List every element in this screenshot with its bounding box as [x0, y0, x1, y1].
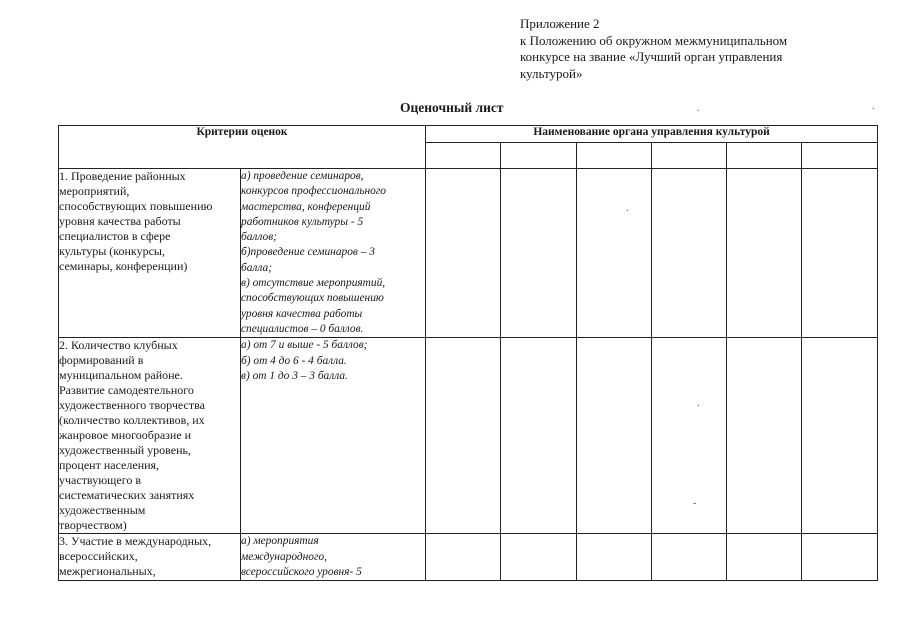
score-cell: [652, 534, 727, 581]
scan-speck: .: [697, 103, 700, 114]
criterion-cell: [59, 338, 241, 534]
scoring-text: способствующих повышению: [241, 292, 384, 305]
criterion-text: муниципальном районе.: [59, 368, 183, 383]
evaluation-table: [58, 125, 878, 581]
scoring-text: в) от 1 до 3 – 3 балла.: [241, 369, 348, 382]
scoring-text: всероссийского уровня- 5: [241, 565, 362, 578]
score-cell: [501, 169, 577, 338]
criterion-cell: [59, 169, 241, 338]
scoring-text: работников культуры - 5: [241, 215, 364, 228]
score-cell: [501, 338, 577, 534]
criterion-text: всероссийских,: [59, 549, 138, 564]
criterion-cell: [59, 534, 241, 581]
score-cell: [802, 534, 878, 581]
score-cell: [727, 169, 802, 338]
appendix-line: культурой»: [520, 65, 583, 81]
appendix-line: к Положению об окружном межмуниципальном: [520, 32, 788, 48]
appendix-line: конкурсе на звание «Лучший орган управления: [520, 49, 783, 64]
criterion-text: художественного творчества: [59, 398, 205, 413]
scoring-cell: [241, 534, 426, 581]
criterion-text: способствующих повышению: [59, 199, 213, 213]
organization-name-cell: [501, 143, 577, 169]
criterion-text: жанровое многообразие и: [59, 428, 192, 443]
scan-speck: -: [693, 498, 697, 509]
score-cell: [652, 169, 727, 338]
organization-name-cell: [652, 143, 727, 169]
organization-name-cell: [577, 143, 652, 169]
score-cell: [577, 534, 652, 581]
scoring-text: а) мероприятия: [241, 535, 319, 548]
scoring-text: а) от 7 и выше - 5 баллов;: [241, 339, 368, 352]
criteria-header: Критерии оценок: [59, 126, 426, 169]
criterion-text: уровня качества работы: [59, 214, 181, 228]
appendix-line: Приложение 2: [520, 16, 600, 31]
criterion-text: 2. Количество клубных: [59, 338, 178, 353]
criterion-text: систематических занятиях: [59, 488, 195, 503]
scoring-cell: [241, 169, 426, 338]
organization-header: Наименование органа управления культурой: [426, 126, 878, 143]
score-cell: [802, 169, 878, 338]
criterion-text: мероприятий,: [59, 184, 130, 198]
appendix-note: [520, 16, 787, 82]
scan-speck: .: [872, 101, 875, 112]
score-cell: [652, 338, 727, 534]
score-cell: [802, 338, 878, 534]
criterion-text: 1. Проведение районных: [59, 169, 186, 183]
organization-name-cell: [727, 143, 802, 169]
criterion-row: [59, 534, 878, 581]
criterion-row: [59, 338, 878, 534]
criterion-text: (количество коллективов, их: [59, 413, 205, 428]
organization-name-cell: [426, 143, 501, 169]
criterion-text: художественный уровень,: [59, 443, 191, 458]
criterion-text: художественным: [59, 503, 146, 518]
scoring-text: в) отсутствие мероприятий,: [241, 277, 386, 290]
criterion-text: участвующего в: [59, 473, 142, 488]
criterion-text: специалистов в сфере: [59, 229, 171, 243]
scan-speck: .: [626, 203, 629, 214]
scoring-text: б)проведение семинаров – 3: [241, 246, 375, 259]
score-cell: [426, 169, 501, 338]
score-cell: [577, 169, 652, 338]
score-cell: [727, 338, 802, 534]
criterion-text: Развитие самодеятельного: [59, 383, 194, 398]
criterion-row: [59, 169, 878, 338]
score-cell: [426, 338, 501, 534]
scoring-text: б) от 4 до 6 - 4 балла.: [241, 354, 347, 367]
scoring-cell: [241, 338, 426, 534]
score-cell: [501, 534, 577, 581]
score-cell: [577, 338, 652, 534]
criterion-text: творчеством): [59, 518, 127, 533]
criterion-text: межрегиональных,: [59, 564, 156, 579]
scoring-text: уровня качества работы: [241, 307, 363, 320]
criterion-text: формирований в: [59, 353, 144, 368]
criterion-text: культуры (конкурсы,: [59, 244, 165, 258]
document-title: Оценочный лист: [400, 100, 504, 115]
scoring-text: международного,: [241, 550, 327, 563]
scoring-text: специалистов – 0 баллов.: [241, 322, 364, 335]
criterion-text: процент населения,: [59, 458, 160, 473]
scoring-text: а) проведение семинаров,: [241, 170, 364, 182]
criterion-text: 3. Участие в международных,: [59, 534, 212, 549]
scan-speck: .: [697, 398, 700, 409]
score-cell: [426, 534, 501, 581]
scoring-text: конкурсов профессионального: [241, 185, 386, 198]
criterion-text: семинары, конференции): [59, 259, 188, 273]
scoring-text: мастерства, конференций: [241, 200, 371, 213]
scoring-text: балла;: [241, 261, 272, 274]
organization-name-cell: [802, 143, 878, 169]
scoring-text: баллов;: [241, 231, 277, 244]
score-cell: [727, 534, 802, 581]
